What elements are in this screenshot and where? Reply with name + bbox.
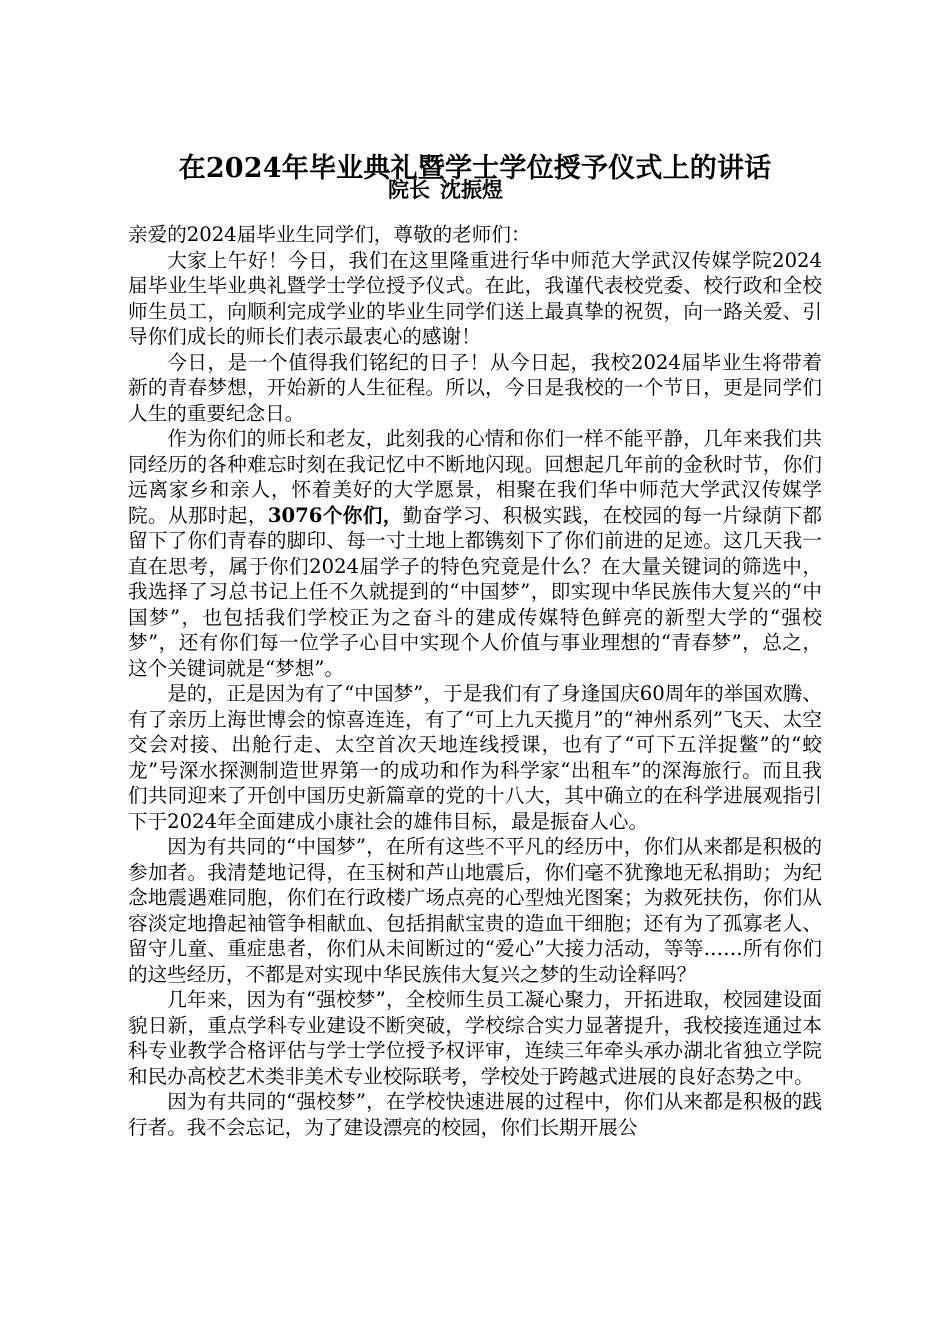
author-role: 院长	[388, 177, 430, 202]
paragraph-7: 因为有共同的“强校梦”，在学校快速进展的过程中，你们从来都是积极的践行者。我不会忘记，为了建设漂亮的校园，你们长期开展公	[128, 1090, 822, 1139]
author-name: 沈振煜	[440, 177, 503, 202]
paragraph-3-bold-phrase: 3076个你们，	[267, 503, 403, 527]
document-title: 在2024年毕业典礼暨学士学位授予仪式上的讲话	[178, 153, 772, 185]
paragraph-1: 大家上午好！今日，我们在这里隆重进行华中师范大学武汉传媒学院2024届毕业生毕业典礼暨学士学位授予仪式。在此，我谨代表校党委、校行政和全校师生员工，向顺利完成学业的毕业生同学们送上最真挚的祝贺，向一路关爱、引导你们成长的师长们表示最衷心的感谢！	[128, 248, 822, 348]
paragraph-2: 今日，是一个值得我们铭纪的日子！从今日起，我校2024届毕业生将带着新的青春梦想，开始新的人生征程。所以，今日是我校的一个节日，更是同学们人生的重要纪念日。	[128, 350, 822, 425]
document-body	[128, 222, 822, 1140]
paragraph-5: 因为有共同的“中国梦”，在所有这些不平凡的经历中，你们从来都是积极的参加者。我清楚地记得，在玉树和芦山地震后，你们毫不犹豫地无私捐助；为纪念地震遇难同胞，你们在行政楼广场点亮的心型烛光图案；为救死扶伤，你们从容淡定地撸起袖管争相献血、包括捐献宝贵的造血干细胞；还有为了孤寡老人、留守儿童、重症患者，你们从未间断过的“爱心”大接力活动，等等……所有你们的这些经历，不都是对实现中华民族伟大复兴之梦的生动诠释吗？	[128, 835, 822, 986]
paragraph-6: 几年来，因为有“强校梦”，全校师生员工凝心聚力，开拓进取，校园建设面貌日新，重点学科专业建设不断突破，学校综合实力显著提升，我校接连通过本科专业教学合格评估与学士学位授予权评审，连续三年牵头承办湖北省独立学院和民办高校艺术类非美术专业校际联考，学校处于跨越式进展的良好态势之中。	[128, 988, 822, 1088]
paragraph-3-part-2: 勤奋学习、积极实践，在校园的每一片绿荫下都留下了你们青春的脚印、每一寸土地上都镌刻下了你们前进的足迹。这几天我一直在思考，属于你们2024届学子的特色究竟是什么？在大量关键词的筛选中，我选择了习总书记上任不久就提到的“中国梦”，即实现中华民族伟大复兴的“中国梦”，也包括我们学校正为之奋斗的建成传媒特色鲜亮的新型大学的“强校梦”，还有你们每一位学子心目中实现个人价值与事业理想的“青春梦”，总之，这个关键词就是“梦想”。	[128, 503, 823, 680]
salutation: 亲爱的2024届毕业生同学们，尊敬的老师们：	[128, 223, 531, 246]
paragraph-3-part-1: 作为你们的师长和老友，此刻我的心情和你们一样不能平静，几年来我们共同经历的各种难忘时刻在我记忆中不断地闪现。回想起几年前的金秋时节，你们远离家乡和亲人，怀着美好的大学愿景，相聚在我们华中师范大学武汉传媒学院。从那时起，	[128, 427, 822, 527]
paragraph-3	[128, 426, 822, 681]
document-author	[388, 176, 503, 204]
paragraph-4: 是的，正是因为有了“中国梦”，于是我们有了身逢国庆60周年的举国欢腾、有了亲历上海世博会的惊喜连连，有了“可上九天揽月”的“神州系列”飞天、太空交会对接、出舱行走、太空首次天地连线授课，也有了“可下五洋捉鳖”的“蛟龙”号深水探测制造世界第一的成功和作为科学家“出租车”的深海旅行。而且我们共同迎来了开创中国历史新篇章的党的十八大，其中确立的在科学进展观指引下于2024年全面建成小康社会的雄伟目标，最是振奋人心。	[128, 682, 822, 833]
